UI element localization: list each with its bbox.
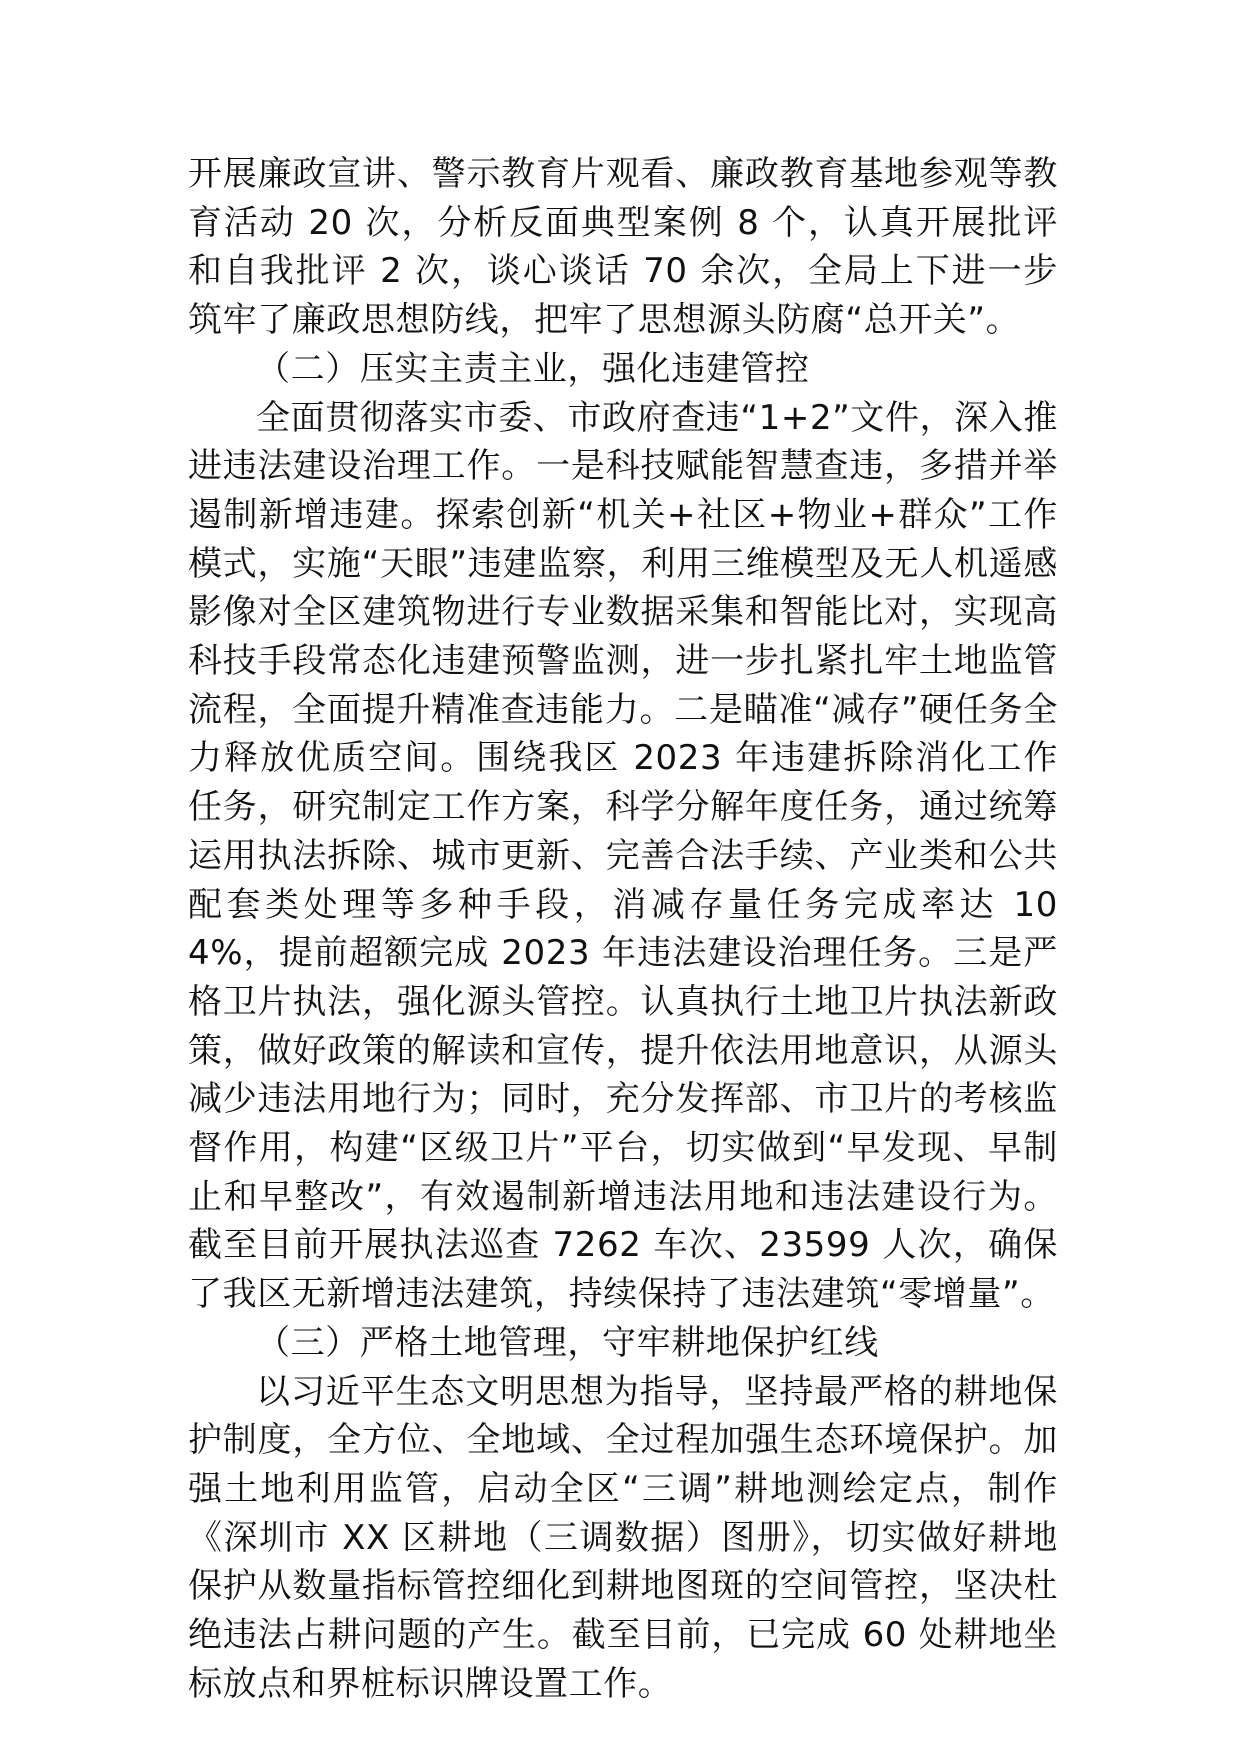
section-heading-3: （三）严格土地管理，守牢耕地保护红线 — [256, 1322, 879, 1363]
paragraph-discipline-education: 开展廉政宣讲、警示教育片观看、廉政教育基地参观等教育活动 20 次，分析反面典型案例 8 个，认真开展批评和自我批评 2 次，谈心谈话 70 余次，全局上下进一步筑牢了廉政思想防线，把牢了思想源头防腐“总开关”。 — [188, 154, 1058, 341]
paragraph-illegal-construction: 全面贯彻落实市委、市政府查违“1+2”文件，深入推进违法建设治理工作。一是科技赋能智慧查违，多措并举遏制新增违建。探索创新“机关+社区+物业+群众”工作模式，实施“天眼”违建监察，利用三维模型及无人机遥感影像对全区建筑物进行专业数据采集和智能比对，实现高科技手段常态化违建预警监测，进一步扎紧扎牢土地监管流程，全面提升精准查违能力。二是瞄准“减存”硬任务全力释放优质空间。围绕我区 2023 年违建拆除消化工作任务，研究制定工作方案，科学分解年度任务，通过统筹运用执法拆除、城市更新、完善合法手续、产业类和公共配套类处理等多种手段，消减存量任务完成率达 104%，提前超额完成 2023 年违法建设治理任务。三是严格卫片执法，强化源头管控。认真执行土地卫片执法新政策，做好政策的解读和宣传，提升依法用地意识，从源头减少违法用地行为；同时，充分发挥部、市卫片的考核监督作用，构建“区级卫片”平台，切实做到“早发现、早制止和早整改”，有效遏制新增违法用地和违法建设行为。截至目前开展执法巡查 7262 车次、23599 人次，确保了我区无新增违法建筑，持续保持了违法建筑“零增量”。 — [188, 397, 1058, 1315]
section-heading-2: （二）压实主责主业，强化违建管控 — [256, 348, 810, 389]
document-body — [188, 150, 1058, 1709]
paragraph-farmland-protection: 以习近平生态文明思想为指导，坚持最严格的耕地保护制度，全方位、全地域、全过程加强生态环境保护。加强土地利用监管，启动全区“三调”耕地测绘定点，制作《深圳市 XX 区耕地（三调数据）图册》，切实做好耕地保护从数量指标管控细化到耕地图斑的空间管控，坚决杜绝违法占耕问题的产生。截至目前，已完成 60 处耕地坐标放点和界桩标识牌设置工作。 — [188, 1371, 1058, 1704]
